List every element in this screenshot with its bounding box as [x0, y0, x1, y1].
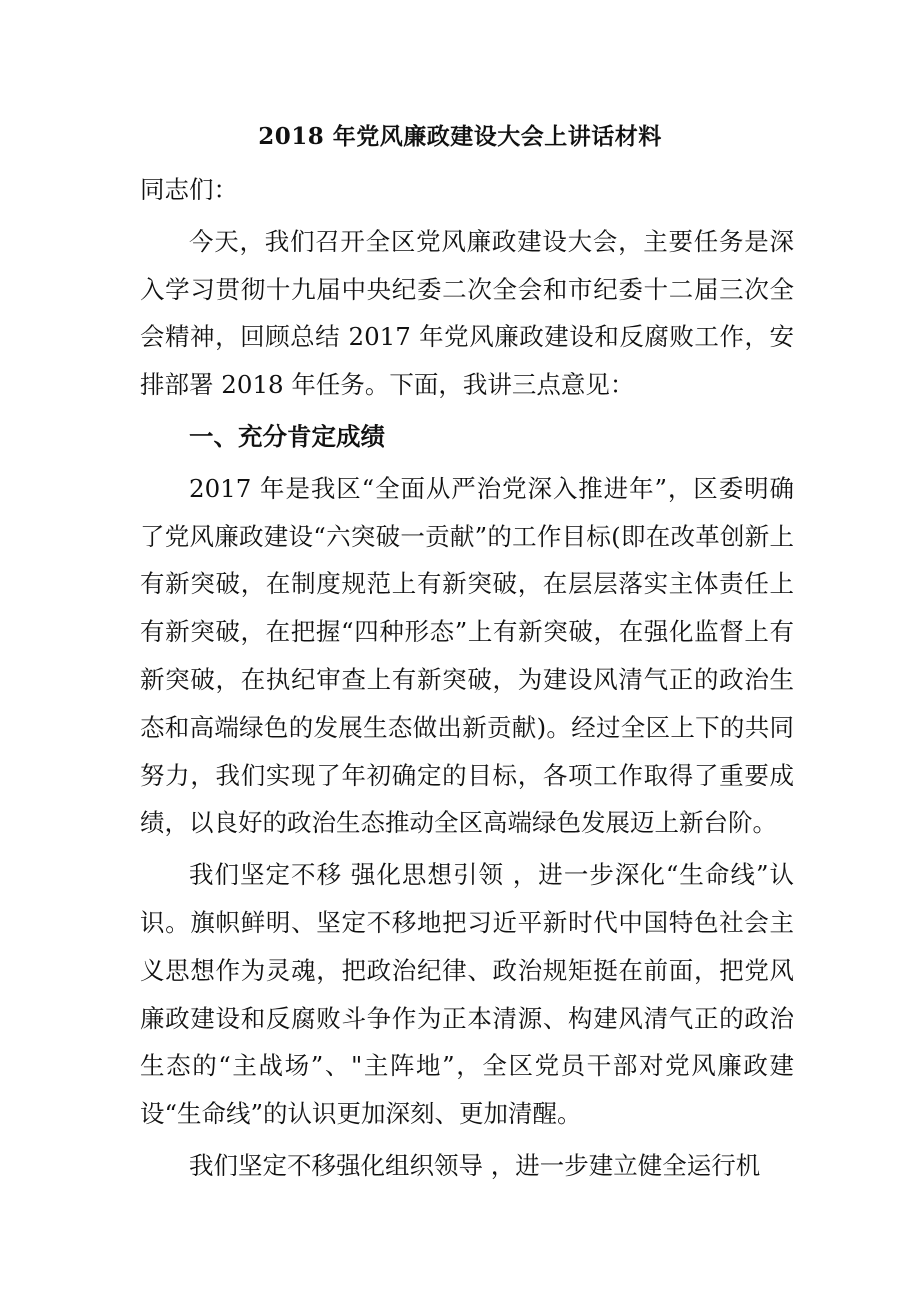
document-title: 2018 年党风廉政建设大会上讲话材料: [258, 123, 662, 150]
salutation: 同志们：: [140, 175, 238, 204]
section-1-paragraph-3: 我们坚定不移强化组织领导 ，进一步建立健全运行机: [189, 1150, 761, 1180]
document-body: [140, 166, 794, 1190]
section-heading-1: 一、充分肯定成绩: [189, 421, 385, 451]
intro-paragraph: 今天，我们召开全区党风廉政建设大会，主要任务是深入学习贯彻十九届中央纪委二次全会和市纪委十二届三次全会精神，回顾总结 2017 年党风廉政建设和反腐败工作，安排部署 2018 年任务。下面，我讲三点意见：: [140, 226, 794, 400]
section-1-paragraph-2: 我们坚定不移 强化思想引领 ，进一步深化“生命线”认识。旗帜鲜明、坚定不移地把习近平新时代中国特色社会主义思想作为灵魂，把政治纪律、政治规矩挺在前面，把党风廉政建设和反腐败斗争作为正本清源、构建风清气正的政治生态的“主战场”、"主阵地”，全区党员干部对党风廉政建设“生命线”的认识更加深刻、更加清醒。: [140, 860, 794, 1129]
section-1-paragraph-1: 2017 年是我区“全面从严治党深入推进年”，区委明确了党风廉政建设“六突破一贡献”的工作目标(即在改革创新上有新突破，在制度规范上有新突破，在层层落实主体责任上有新突破，在把握“四种形态”上有新突破，在强化监督上有新突破，在执纪审查上有新突破，为建设风清气正的政治生态和高端绿色的发展生态做出新贡献)。经过全区上下的共同努力，我们实现了年初确定的目标，各项工作取得了重要成绩，以良好的政治生态推动全区高端绿色发展迈上新台阶。: [140, 473, 794, 838]
